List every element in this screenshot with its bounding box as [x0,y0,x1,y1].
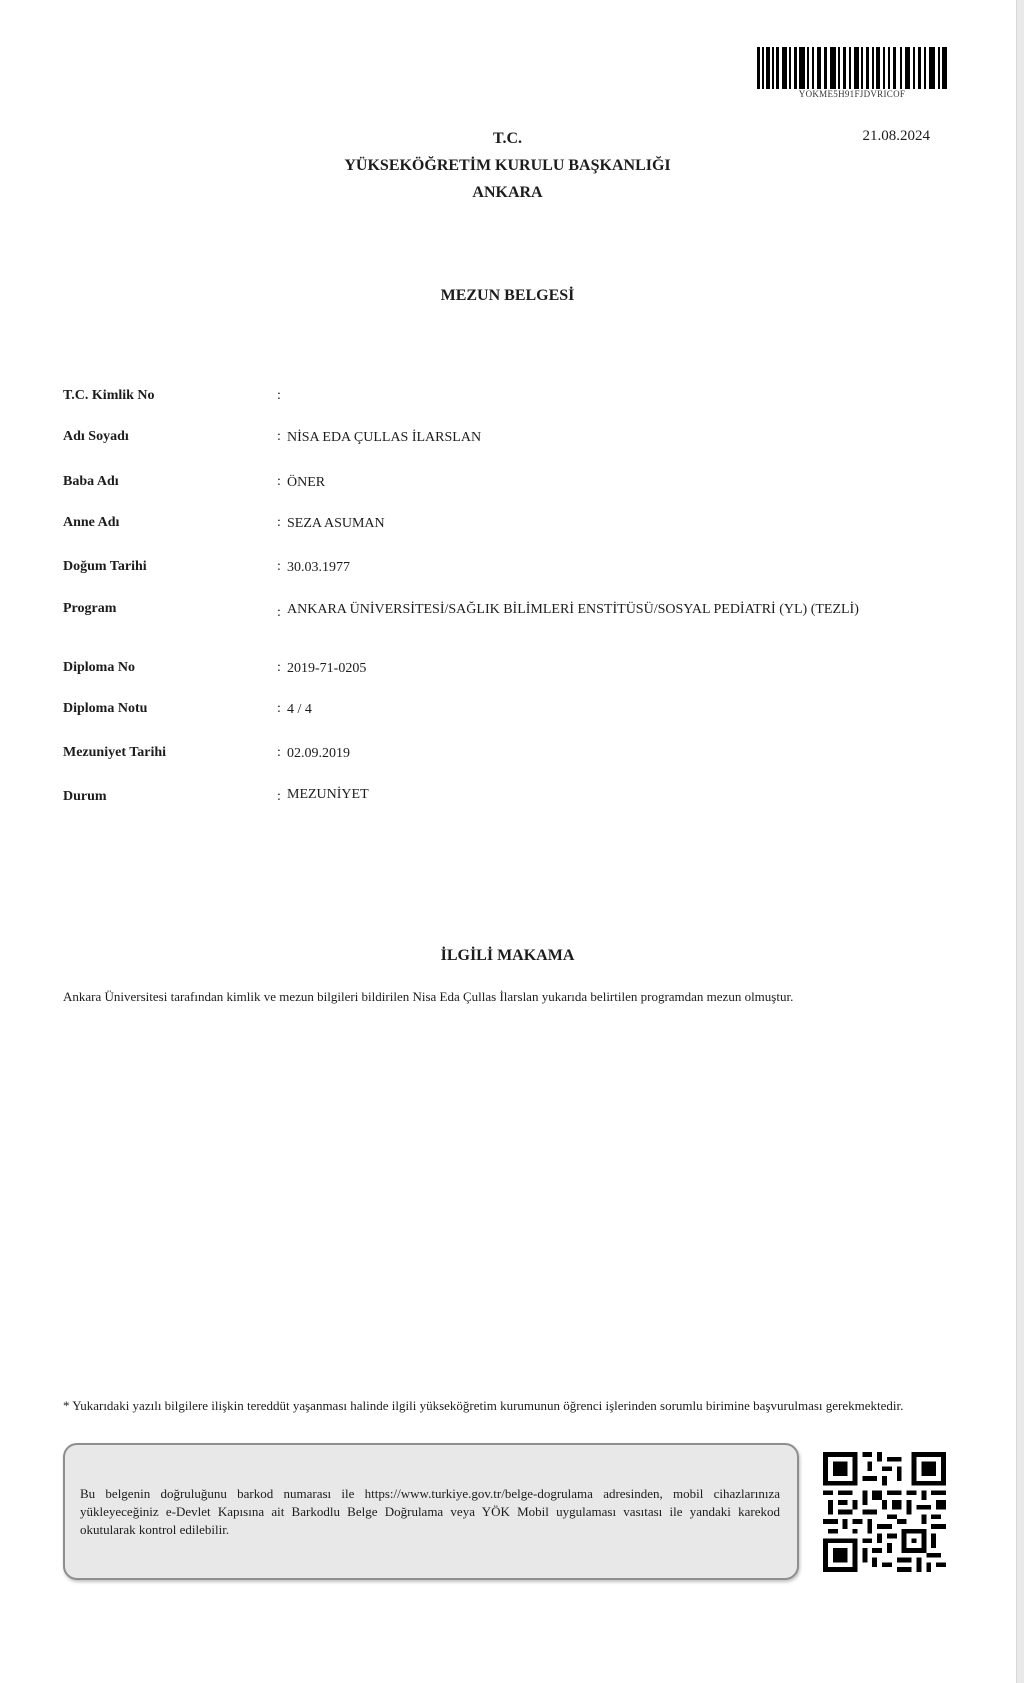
barcode-image [757,47,947,89]
field-label: Anne Adı [63,515,120,530]
issue-date: 21.08.2024 [862,128,930,144]
field-value: 4 / 4 [287,702,312,717]
field-value: 2019-71-0205 [287,661,367,676]
field-colon: : [277,429,281,444]
field-colon: : [277,660,281,675]
document-title: MEZUN BELGESİ [440,287,575,304]
section-title: İLGİLİ MAKAMA [440,947,575,964]
field-label: Baba Adı [63,474,119,489]
field-colon: : [277,474,281,489]
field-label: Program [63,601,117,616]
verification-text: Bu belgenin doğruluğunu barkod numarası ile https://www.turkiye.gov.tr/belge-dogrulama adresinden, mobil cihazlarınıza yükleyeceğiniz e-Devlet Kapısına ait Barkodlu Belge Doğrulama veya YÖK Mobil uygulaması vasıtası ile yandaki karekod okutularak kontrol edilebilir. [80,1486,780,1537]
field-value: 02.09.2019 [287,746,350,761]
field-label: Durum [63,789,107,804]
field-value: 30.03.1977 [287,560,350,575]
field-value: ANKARA ÜNİVERSİTESİ/SAĞLIK BİLİMLERİ ENSTİTÜSÜ/SOSYAL PEDİATRİ (YL) (TEZLİ) [287,602,859,617]
field-value: SEZA ASUMAN [287,516,385,531]
field-colon: : [277,701,281,716]
header-line-1: T.C. [492,130,523,147]
verification-box [63,1443,799,1580]
field-label: Diploma No [63,660,135,675]
field-colon: : [277,745,281,760]
page-edge-shadow [1016,0,1024,1683]
field-label: Adı Soyadı [63,429,129,444]
qr-code-image [823,1452,946,1572]
field-colon: : [277,789,281,804]
field-value: NİSA EDA ÇULLAS İLARSLAN [287,430,482,445]
field-colon: : [277,559,281,574]
barcode-number: YOKME5H91FJDVRICOF [798,89,906,99]
field-label: T.C. Kimlik No [63,388,155,403]
header-line-3: ANKARA [472,184,543,201]
issuer-header [300,125,715,206]
statement-paragraph: Ankara Üniversitesi tarafından kimlik ve mezun bilgileri bildirilen Nisa Eda Çullas İlarslan yukarıda belirtilen programdan mezun olmuştur. [63,989,794,1004]
field-label: Mezuniyet Tarihi [63,745,167,760]
field-colon: : [277,388,281,403]
field-colon: : [277,515,281,530]
footer-note: * Yukarıdaki yazılı bilgilere ilişkin tereddüt yaşanması halinde ilgili yükseköğretim kurumunun öğrenci işlerinden sorumlu birimine başvurulması gerekmektedir. [63,1398,904,1413]
field-value: MEZUNİYET [287,787,369,802]
field-colon: : [277,605,281,620]
field-label: Diploma Notu [63,701,148,716]
field-value: ÖNER [287,475,326,490]
field-label: Doğum Tarihi [63,559,147,574]
header-line-2: YÜKSEKÖĞRETİM KURULU BAŞKANLIĞI [344,157,671,174]
